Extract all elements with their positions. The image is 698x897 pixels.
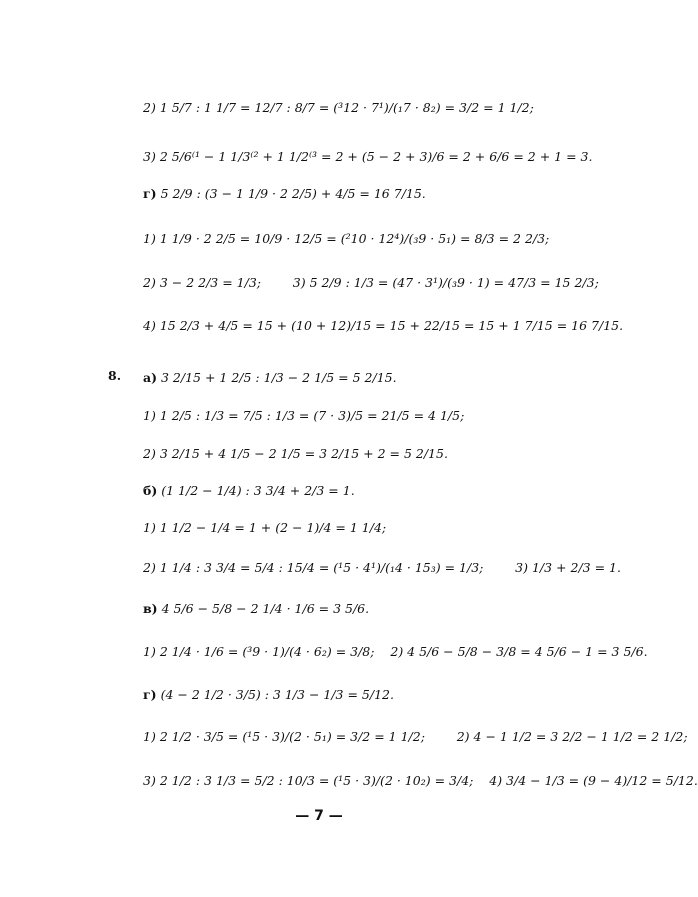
line-label: 2) bbox=[143, 274, 156, 290]
solution-line bbox=[143, 591, 369, 625]
line-label: 1) bbox=[143, 728, 156, 744]
line-expression: 2 1/2 · 3/5 = (¹5 · 3)/(2 · 5₁) = 3/2 = 1 1/2; 2) 4 − 1 1/2 = 3 2/2 − 1 1/2 = 2 1/2; bbox=[159, 728, 688, 744]
line-label: б) bbox=[143, 482, 158, 498]
line-expression: 2 5/6⁽¹ − 1 1/3⁽² + 1 1/2⁽³ = 2 + (5 − 2 + 3)/6 = 2 + 6/6 = 2 + 1 = 3. bbox=[159, 148, 593, 164]
line-expression: 2 1/4 · 1/6 = (³9 · 1)/(4 · 6₂) = 3/8; 2) 4 5/6 − 5/8 − 3/8 = 4 5/6 − 1 = 3 5/6. bbox=[159, 643, 648, 659]
line-label: 1) bbox=[143, 407, 156, 423]
solution-line bbox=[143, 90, 534, 124]
line-expression: 5 2/9 : (3 − 1 1/9 · 2 2/5) + 4/5 = 16 7/15. bbox=[160, 185, 426, 201]
solution-line bbox=[143, 176, 426, 210]
line-expression: (1 1/2 − 1/4) : 3 3/4 + 2/3 = 1. bbox=[161, 482, 355, 498]
line-expression: 2 1/2 : 3 1/3 = 5/2 : 10/3 = (¹5 · 3)/(2 · 10₂) = 3/4; 4) 3/4 − 1/3 = (9 − 4)/12 = 5/12. bbox=[159, 772, 698, 788]
line-expression: 3 2/15 + 1 2/5 : 1/3 − 2 1/5 = 5 2/15. bbox=[161, 369, 397, 385]
line-label: 3) bbox=[143, 148, 156, 164]
line-expression: 1 5/7 : 1 1/7 = 12/7 : 8/7 = (³12 · 7¹)/(₁7 · 8₂) = 3/2 = 1 1/2; bbox=[159, 99, 534, 115]
solution-line bbox=[143, 719, 688, 753]
line-expression: 15 2/3 + 4/5 = 15 + (10 + 12)/15 = 15 + 22/15 = 15 + 1 7/15 = 16 7/15. bbox=[159, 317, 624, 333]
line-label: 2) bbox=[143, 99, 156, 115]
line-label: 2) bbox=[143, 445, 156, 461]
solution-line bbox=[143, 763, 698, 797]
line-expression: (4 − 2 1/2 · 3/5) : 3 1/3 − 1/3 = 5/12. bbox=[160, 686, 394, 702]
line-expression: 3 2/15 + 4 1/5 − 2 1/5 = 3 2/15 + 2 = 5 2/15. bbox=[159, 445, 448, 461]
solution-line bbox=[143, 308, 623, 342]
line-label: 2) bbox=[143, 559, 156, 575]
problem-number: 8. bbox=[108, 368, 122, 383]
line-label: 1) bbox=[143, 519, 156, 535]
solution-line bbox=[143, 265, 599, 299]
solution-line bbox=[143, 221, 549, 255]
line-expression: 1 1/2 − 1/4 = 1 + (2 − 1)/4 = 1 1/4; bbox=[159, 519, 387, 535]
solution-line bbox=[143, 550, 621, 584]
line-label: 1) bbox=[143, 643, 156, 659]
line-label: 1) bbox=[143, 230, 156, 246]
solution-line bbox=[143, 473, 355, 507]
line-expression: 1 1/9 · 2 2/5 = 10/9 · 12/5 = (²10 · 12⁴)/(₃9 · 5₁) = 8/3 = 2 2/3; bbox=[159, 230, 550, 246]
line-expression: 3 − 2 2/3 = 1/3; 3) 5 2/9 : 1/3 = (47 · 3¹)/(₃9 · 1) = 47/3 = 15 2/3; bbox=[159, 274, 599, 290]
line-expression: 1 1/4 : 3 3/4 = 5/4 : 15/4 = (¹5 · 4¹)/(₁4 · 15₃) = 1/3; 3) 1/3 + 2/3 = 1. bbox=[159, 559, 621, 575]
line-expression: 4 5/6 − 5/8 − 2 1/4 · 1/6 = 3 5/6. bbox=[161, 600, 370, 616]
solution-line bbox=[143, 139, 592, 173]
line-label: 3) bbox=[143, 772, 156, 788]
solution-line bbox=[143, 634, 648, 668]
line-label: а) bbox=[143, 369, 158, 385]
page-number: — 7 — bbox=[295, 808, 343, 824]
solution-line bbox=[143, 398, 464, 432]
line-label: в) bbox=[143, 600, 158, 616]
line-expression: 1 2/5 : 1/3 = 7/5 : 1/3 = (7 · 3)/5 = 21/5 = 4 1/5; bbox=[159, 407, 465, 423]
solution-line bbox=[143, 510, 386, 544]
line-label: г) bbox=[143, 686, 157, 702]
line-label: г) bbox=[143, 185, 157, 201]
solution-line bbox=[143, 360, 397, 394]
solution-line bbox=[143, 436, 448, 470]
solution-line bbox=[143, 677, 394, 711]
line-label: 4) bbox=[143, 317, 156, 333]
